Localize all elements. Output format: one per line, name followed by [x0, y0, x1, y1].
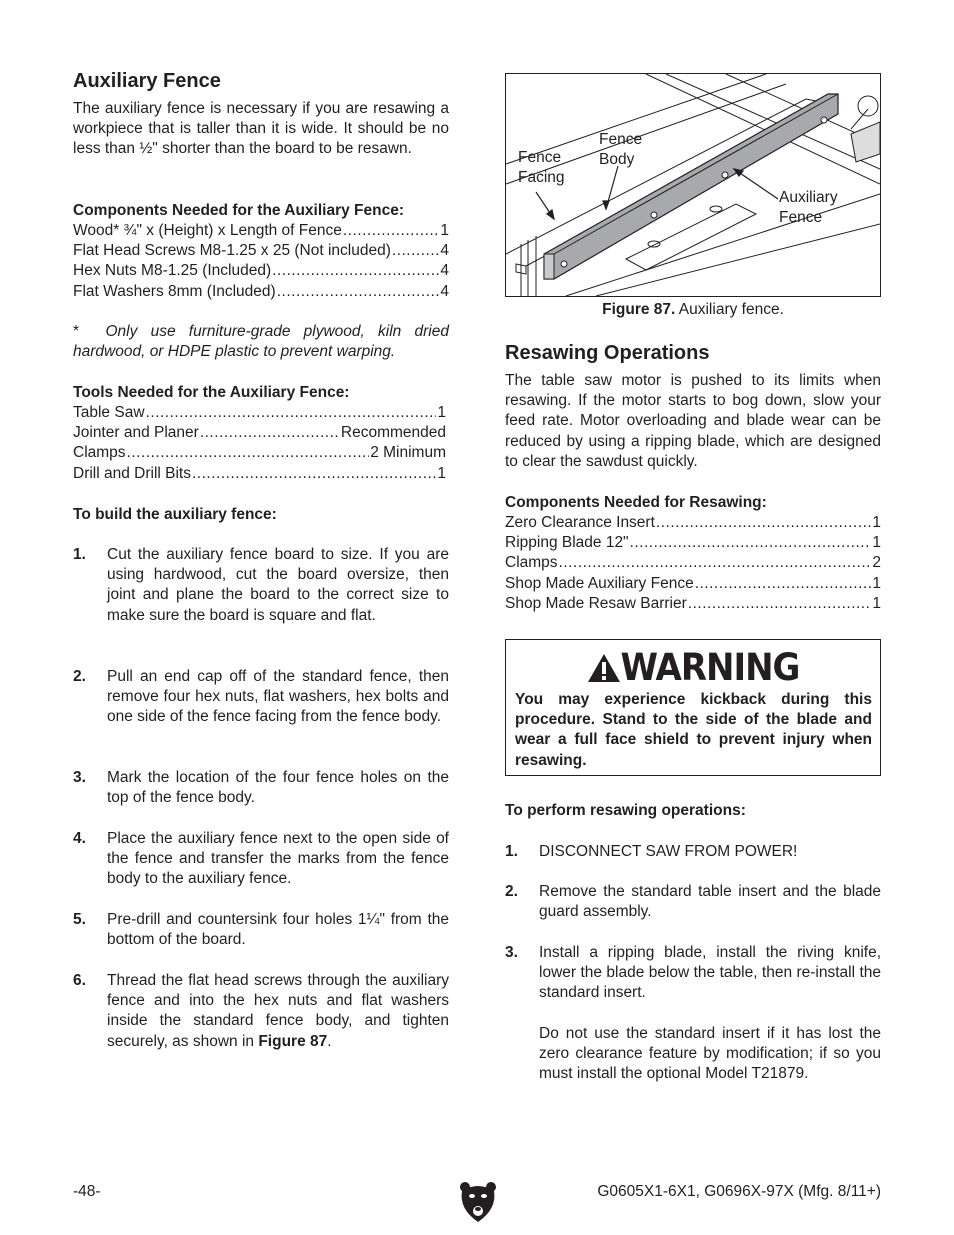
- resaw-step: 1. DISCONNECT SAW FROM POWER!: [505, 843, 798, 860]
- list-item: Shop Made Auxiliary Fence ..... 1: [505, 574, 881, 594]
- list-item: Shop Made Resaw Barrier ..... 1: [505, 594, 881, 614]
- figure-87-auxiliary-fence: [505, 73, 881, 297]
- warning-triangle-icon: [587, 653, 621, 683]
- figure-reference: Figure 87: [258, 1032, 328, 1050]
- build-step: 6. Thread the flat head screws through the auxiliary fence and into the hex nuts and flat washers inside the standard fence body, and tighten securely, as shown in Figure 87.: [73, 972, 449, 1050]
- section-title-auxiliary-fence: Auxiliary Fence: [73, 70, 221, 92]
- footnote: * Only use furniture-grade plywood, kiln dried hardwood, or HDPE plastic to prevent warping.: [73, 323, 449, 361]
- resaw-step: 3. Install a ripping blade, install the riving knife, lower the blade below the table, then re-install the standard insert.: [505, 944, 881, 1002]
- tools-title: Tools Needed for the Auxiliary Fence:: [73, 384, 350, 401]
- components-title: Components Needed for the Auxiliary Fence:: [73, 202, 405, 219]
- resaw-step: 2. Remove the standard table insert and the blade guard assembly.: [505, 883, 881, 921]
- resaw-components-list: [505, 513, 881, 614]
- list-item: Hex Nuts M8-1.25 (Included) ..... 4: [73, 261, 449, 281]
- label-fence-body: Fence Body: [599, 131, 643, 168]
- warning-text: You may experience kickback during this procedure. Stand to the side of the blade and wear a full face shield to prevent injury when resawing.: [515, 691, 872, 769]
- warning-word: WARNING: [620, 646, 800, 690]
- perform-title: To perform resawing operations:: [505, 802, 746, 819]
- resawing-intro: The table saw motor is pushed to its limits when resawing. If the motor starts to bog down, slow your feed rate. Motor overloading and blade wear can be reduced by using a ripping blade, which are designed to clear the sawdust quickly.: [505, 372, 881, 470]
- warning-box: [505, 639, 881, 776]
- list-item: Flat Head Screws M8-1.25 x 25 (Not included) ..... 4: [73, 241, 449, 261]
- grizzly-bear-logo: [459, 1179, 497, 1223]
- figure-caption: Figure 87. Auxiliary fence.: [602, 301, 784, 318]
- section-title-resawing: Resawing Operations: [505, 342, 710, 364]
- list-item: Ripping Blade 12" ..... 1: [505, 533, 881, 553]
- resaw-note: Do not use the standard insert if it has lost the zero clearance feature by modification; if so you must install the optional Model T21879.: [539, 1025, 881, 1083]
- list-item: Jointer and Planer ..... Recommended: [73, 423, 446, 443]
- list-item: Wood* ¾" x (Height) x Length of Fence ..... 1: [73, 221, 449, 241]
- list-item: Drill and Drill Bits ..... 1: [73, 464, 446, 484]
- build-title: To build the auxiliary fence:: [73, 506, 277, 523]
- build-step: 3. Mark the location of the four fence holes on the top of the fence body.: [73, 769, 449, 807]
- components-list: [73, 221, 449, 302]
- label-auxiliary-fence: Auxiliary Fence: [779, 189, 838, 226]
- list-item: Clamps ..... 2 Minimum: [73, 443, 446, 463]
- list-item: Table Saw ..... 1: [73, 403, 446, 423]
- build-step: 1. Cut the auxiliary fence board to size. If you are using hardwood, cut the board oversize, then joint and plane the board to the correct size to make sure the board is square and flat.: [73, 546, 449, 624]
- list-item: Clamps ..... 2: [505, 553, 881, 573]
- list-item: Zero Clearance Insert ..... 1: [505, 513, 881, 533]
- label-fence-facing: Fence Facing: [518, 149, 565, 186]
- page-number: -48-: [73, 1183, 101, 1200]
- list-item: Flat Washers 8mm (Included) ..... 4: [73, 282, 449, 302]
- build-step: 5. Pre-drill and countersink four holes 1¼" from the bottom of the board.: [73, 911, 449, 949]
- model-number: G0605X1-6X1, G0696X-97X (Mfg. 8/11+): [597, 1183, 881, 1200]
- build-step: 2. Pull an end cap off of the standard fence, then remove four hex nuts, flat washers, hex bolts and one side of the fence facing from the fence body.: [73, 668, 449, 726]
- tools-list: [73, 403, 446, 484]
- resaw-components-title: Components Needed for Resawing:: [505, 494, 767, 511]
- warning-header: [506, 646, 880, 690]
- build-step: 4. Place the auxiliary fence next to the open side of the fence and transfer the marks from the fence body to the auxiliary fence.: [73, 830, 449, 888]
- auxiliary-fence-intro: The auxiliary fence is necessary if you are resawing a workpiece that is taller than it is wide. It should be no less than ½" shorter than the board to be resawn.: [73, 100, 449, 158]
